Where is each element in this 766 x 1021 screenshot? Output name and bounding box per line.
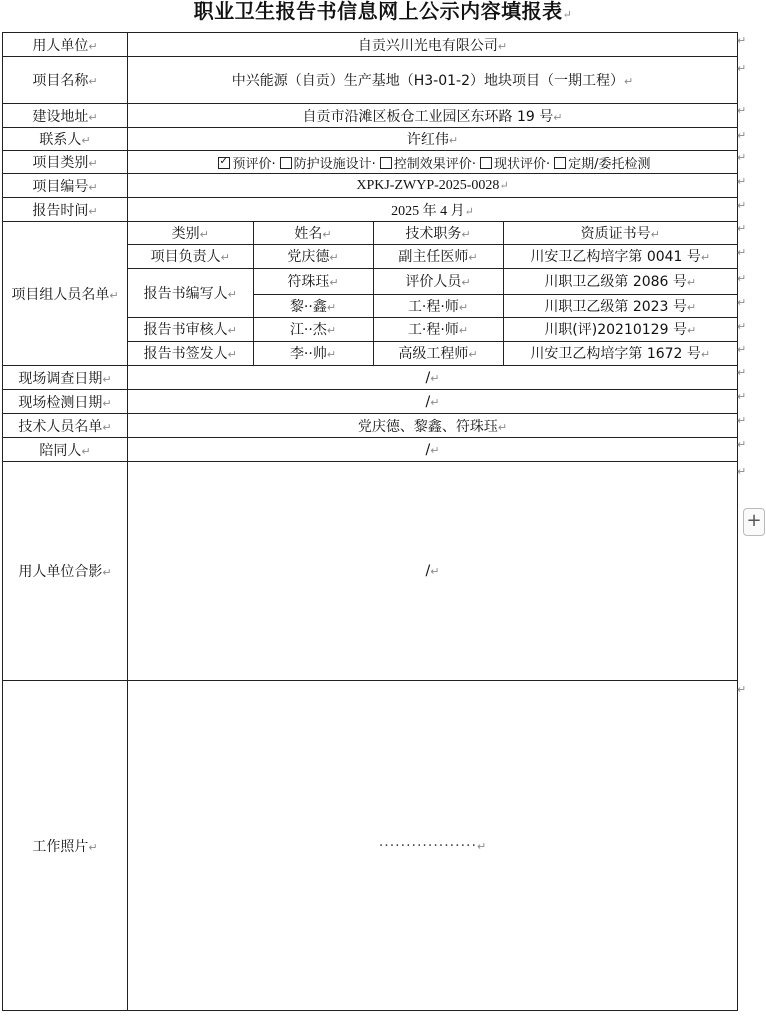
row-tech-staff — [3, 414, 738, 438]
contact-value[interactable]: 许红伟↵ — [128, 128, 738, 151]
team-header-name: 姓名↵ — [253, 222, 373, 244]
team-category: 报告书审核人↵ — [128, 317, 253, 341]
type-label: 项目类别↵ — [3, 151, 128, 174]
address-label: 建设地址↵ — [3, 104, 128, 128]
row-end-mark: ↵ — [737, 414, 747, 427]
option-periodic-test: 定期/委托检测 — [568, 156, 651, 172]
test-date-label: 现场检测日期↵ — [3, 390, 128, 414]
team-cert[interactable]: 川安卫乙构培字第 1672 号↵ — [503, 341, 737, 365]
team-name[interactable]: 李··帅↵ — [253, 341, 373, 365]
tech-staff-label: 技术人员名单↵ — [3, 414, 128, 438]
team-title[interactable]: 工·程·师↵ — [373, 294, 503, 317]
add-row-button[interactable]: + — [743, 508, 765, 536]
work-photo-value[interactable]: ··················↵ — [128, 681, 738, 1011]
row-end-mark: ↵ — [737, 222, 747, 235]
team-cert[interactable]: 川职卫乙级第 2086 号↵ — [503, 268, 737, 294]
row-end-mark: ↵ — [737, 390, 747, 403]
option-protection-design: 防护设施设计 — [293, 156, 372, 172]
row-end-mark: ↵ — [737, 320, 747, 333]
survey-date-value[interactable]: /↵ — [128, 366, 738, 390]
employer-label: 用人单位↵ — [3, 33, 128, 57]
row-test-date — [3, 390, 738, 414]
team-table — [128, 222, 737, 365]
team-title[interactable]: 高级工程师↵ — [373, 341, 503, 365]
checkbox-periodic-test[interactable] — [554, 157, 566, 169]
row-end-mark: ↵ — [737, 272, 747, 285]
team-title[interactable]: 工·程·师↵ — [373, 317, 503, 341]
option-pre-evaluation: 预评价 — [232, 156, 272, 172]
team-cert[interactable]: 川职(评)20210129 号↵ — [503, 317, 737, 341]
row-report-time — [3, 198, 738, 222]
contact-label: 联系人↵ — [3, 128, 128, 151]
row-end-mark: ↵ — [737, 175, 747, 188]
address-value[interactable]: 自贡市沿滩区板仓工业园区东环路 19 号↵ — [128, 104, 738, 128]
team-category: 报告书签发人↵ — [128, 341, 253, 365]
disclosure-form-table — [2, 32, 738, 1011]
row-contact — [3, 128, 738, 151]
row-end-mark: ↵ — [737, 296, 747, 309]
report-time-value[interactable]: 2025 年 4 月↵ — [128, 198, 738, 222]
team-header-title: 技术职务↵ — [373, 222, 503, 244]
tech-staff-value[interactable]: 党庆德、黎鑫、符珠珏↵ — [128, 414, 738, 438]
row-project-name — [3, 57, 738, 104]
team-row-leader — [128, 244, 737, 268]
form-title: 职业卫生报告书信息网上公示内容填报表↵ — [193, 0, 573, 23]
type-options: ✓ 预评价· 防护设施设计· 控制效果评价· 现状评价· 定期/委托检测 — [128, 151, 738, 174]
team-name[interactable]: 党庆德↵ — [253, 244, 373, 268]
row-end-mark: ↵ — [737, 465, 747, 478]
team-label: 项目组人员名单↵ — [3, 222, 128, 366]
test-date-value[interactable]: /↵ — [128, 390, 738, 414]
team-category: 报告书编写人↵ — [128, 268, 253, 317]
project-name-label: 项目名称↵ — [3, 57, 128, 104]
row-team — [3, 222, 738, 366]
row-end-mark: ↵ — [737, 151, 747, 164]
row-employer — [3, 33, 738, 57]
row-end-mark: ↵ — [737, 438, 747, 451]
team-cell — [128, 222, 738, 366]
number-value[interactable]: XPKJ-ZWYP-2025-0028↵ — [128, 174, 738, 198]
team-title[interactable]: 副主任医师↵ — [373, 244, 503, 268]
row-end-mark: ↵ — [737, 246, 747, 259]
team-row-signer — [128, 341, 737, 365]
companion-value[interactable]: /↵ — [128, 438, 738, 462]
employer-value[interactable]: 自贡兴川光电有限公司↵ — [128, 33, 738, 57]
checkbox-protection-design[interactable] — [280, 157, 292, 169]
team-title[interactable]: 评价人员↵ — [373, 268, 503, 294]
row-companion — [3, 438, 738, 462]
group-photo-label: 用人单位合影↵ — [3, 462, 128, 681]
row-end-mark: ↵ — [737, 34, 747, 47]
team-category: 项目负责人↵ — [128, 244, 253, 268]
team-header-cert: 资质证书号↵ — [503, 222, 737, 244]
checkbox-pre-evaluation[interactable] — [218, 157, 230, 169]
team-cert[interactable]: 川职卫乙级第 2023 号↵ — [503, 294, 737, 317]
group-photo-value[interactable]: /↵ — [128, 462, 738, 681]
option-status-evaluation: 现状评价 — [493, 156, 546, 172]
team-name[interactable]: 黎··鑫↵ — [253, 294, 373, 317]
row-end-mark: ↵ — [737, 343, 747, 356]
row-end-mark: ↵ — [737, 104, 747, 117]
checkbox-control-effect[interactable] — [380, 157, 392, 169]
number-label: 项目编号↵ — [3, 174, 128, 198]
checkbox-status-evaluation[interactable] — [480, 157, 492, 169]
report-time-label: 报告时间↵ — [3, 198, 128, 222]
row-end-mark: ↵ — [737, 129, 747, 142]
option-control-effect: 控制效果评价 — [393, 156, 472, 172]
row-project-number — [3, 174, 738, 198]
team-header-category: 类别↵ — [128, 222, 253, 244]
row-survey-date — [3, 366, 738, 390]
team-name[interactable]: 符珠珏↵ — [253, 268, 373, 294]
row-end-mark: ↵ — [737, 62, 747, 75]
team-row-writer-1 — [128, 268, 737, 294]
work-photo-label: 工作照片↵ — [3, 681, 128, 1011]
row-end-mark: ↵ — [737, 366, 747, 379]
row-project-type — [3, 151, 738, 174]
team-name[interactable]: 江··杰↵ — [253, 317, 373, 341]
row-group-photo — [3, 462, 738, 681]
team-row-reviewer — [128, 317, 737, 341]
project-name-value[interactable]: 中兴能源（自贡）生产基地（H3-01-2）地块项目（一期工程）↵ — [128, 57, 738, 104]
companion-label: 陪同人↵ — [3, 438, 128, 462]
survey-date-label: 现场调查日期↵ — [3, 366, 128, 390]
row-end-mark: ↵ — [737, 683, 747, 696]
team-header-row — [128, 222, 737, 244]
row-end-mark: ↵ — [737, 199, 747, 212]
team-cert[interactable]: 川安卫乙构培字第 0041 号↵ — [503, 244, 737, 268]
row-address — [3, 104, 738, 128]
row-work-photo — [3, 681, 738, 1011]
